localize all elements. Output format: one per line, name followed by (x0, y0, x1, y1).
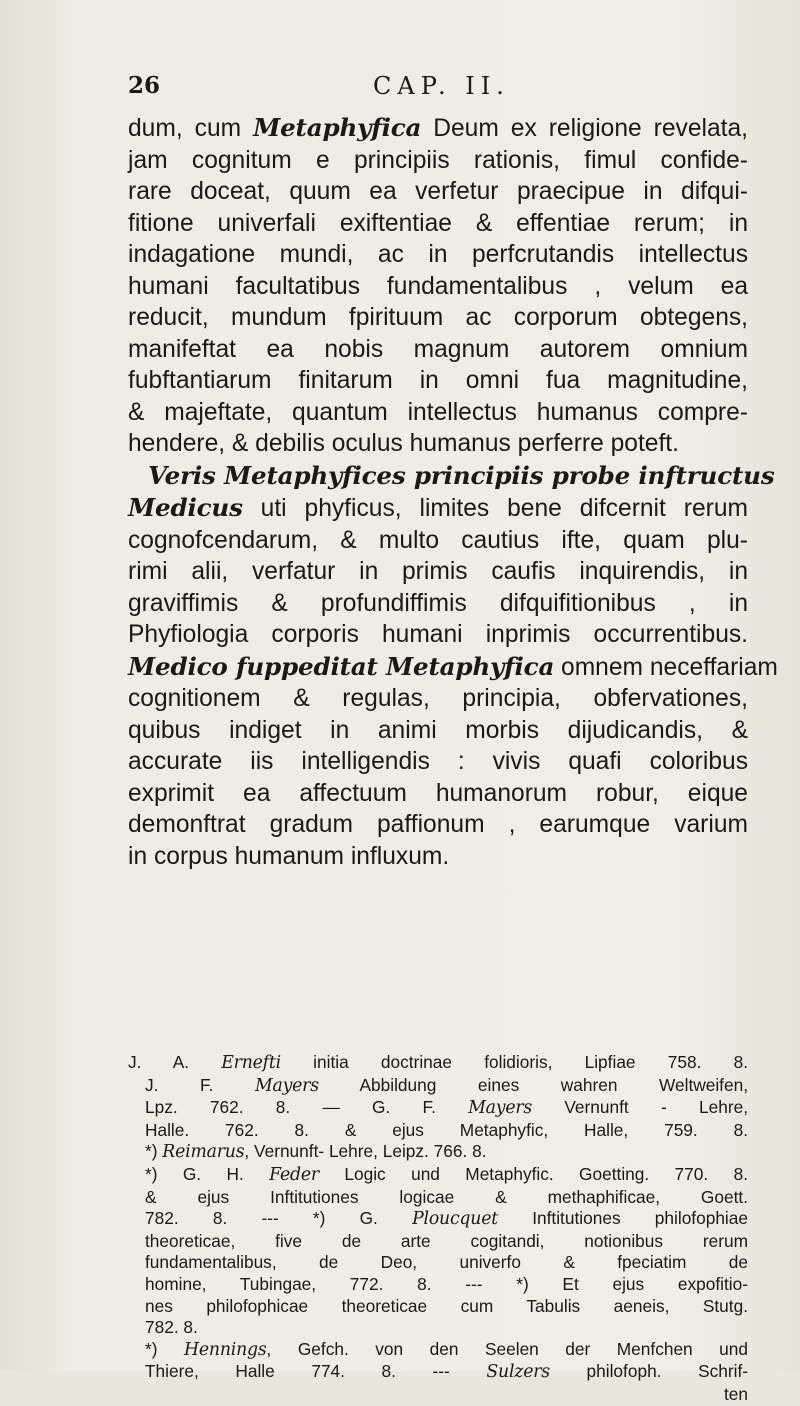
footnote-line (128, 1120, 748, 1142)
text-line (128, 556, 748, 588)
italic-text: Feder (269, 1164, 319, 1185)
text-run: reducit, mundum fpirituum ac corporum obtegens, (128, 304, 748, 331)
text-line (128, 746, 748, 778)
text-line (128, 428, 748, 460)
footnotes (128, 1052, 748, 1406)
text-run: J. A. (128, 1052, 222, 1072)
page-header (128, 72, 710, 106)
text-run: rimi alii, verfatur in primis caufis inquirendis, in (128, 558, 748, 585)
text-line (128, 715, 748, 747)
text-run: hendere, & debilis oculus humanus perferre poteft. (128, 430, 679, 457)
footnote-line (128, 1187, 748, 1209)
text-run: cognofcendarum, & multo cautius ifte, quam plu- (128, 526, 748, 554)
text-run: , Vernunft- Lehre, Leipz. 766. 8. (244, 1141, 487, 1162)
text-line (128, 651, 778, 684)
text-line (128, 145, 748, 177)
italic-text: Mayers (468, 1098, 533, 1119)
text-run: , Gefch. von den Seelen der Menfchen und (266, 1338, 749, 1359)
text-run: *) G. H. (145, 1163, 270, 1184)
text-run: Vernunft - Lehre, (532, 1097, 748, 1118)
text-run: 782. 8. --- *) G. (145, 1208, 413, 1229)
text-line (128, 841, 748, 873)
text-line (128, 619, 748, 651)
text-run: jam cognitum e principiis rationis, fimul confide- (128, 146, 748, 174)
footnote-line (128, 1339, 748, 1362)
text-run: philofoph. Schrif- (549, 1361, 748, 1382)
footnote-line (128, 1384, 748, 1406)
text-line (128, 302, 748, 334)
text-line (128, 460, 775, 493)
text-run: accurate iis intelligendis : vivis quafi coloribus (128, 748, 748, 775)
text-line (128, 683, 748, 715)
text-line (128, 334, 748, 366)
text-run: uti phyficus, limites bene difcernit rerum (242, 495, 748, 522)
text-line (128, 492, 748, 525)
text-line (128, 112, 748, 145)
text-line (128, 239, 748, 271)
italic-text: Medico fuppeditat Metaphyfica (128, 651, 555, 681)
body-text (128, 112, 778, 872)
footnote-line (128, 1361, 748, 1384)
text-run: humani facultatibus fundamentalibus , velum ea (128, 272, 748, 300)
text-run: & ejus Inftitutiones logicae & methaphificae, Goett. (145, 1186, 748, 1207)
running-head: CAP. II. (373, 72, 510, 100)
text-run: cognitionem & regulas, principia, obfervationes, (128, 685, 748, 712)
text-line (128, 208, 748, 240)
text-run: exprimit ea affectuum humanorum robur, eique (128, 779, 748, 807)
text-line (128, 176, 748, 208)
text-run: initia doctrinae folidioris, Lipfiae 758. 8. (280, 1052, 749, 1072)
text-run: omnem neceffariam (554, 653, 778, 681)
text-run: quibus indiget in animi morbis dijudicandis, & (128, 716, 748, 744)
footnote-line (128, 1317, 748, 1339)
text-line (128, 365, 748, 397)
text-run: Phyfiologia corporis humani inprimis occurrentibus. (128, 621, 748, 648)
text-run: J. F. (145, 1074, 255, 1095)
italic-text: Medicus (128, 493, 243, 522)
footnote-line (128, 1097, 748, 1120)
text-line (128, 778, 748, 810)
text-run: fundamentalibus, de Deo, univerfo & fpeciatim de (145, 1252, 748, 1273)
text-run: rare doceat, quum ea verfetur praecipue in difqui- (128, 178, 748, 205)
text-run: Logic und Metaphyfic. Goetting. 770. 8. (319, 1163, 748, 1184)
footnote-line (128, 1075, 748, 1098)
text-run: homine, Tubingae, 772. 8. --- *) Et ejus expofitio- (145, 1273, 748, 1294)
footnote-line (128, 1208, 748, 1231)
italic-text: Metaphyfica (253, 113, 422, 142)
footnote-line (128, 1296, 748, 1318)
text-run: indagatione mundi, ac in perfcrutandis intellectus (128, 241, 748, 268)
footnote-line (128, 1231, 748, 1253)
footnote-line (128, 1252, 748, 1274)
text-run: nes philofophicae theoreticae cum Tabulis aeneis, Stutg. (145, 1295, 748, 1316)
text-run: theoreticae, five de arte cogitandi, notionibus rerum (145, 1230, 748, 1251)
page-number: 26 (128, 72, 161, 99)
text-run: fubftantiarum finitarum in omni fua magnitudine, (128, 367, 748, 394)
footnote-line (128, 1141, 748, 1164)
text-run: Lpz. 762. 8. — G. F. (145, 1097, 469, 1118)
text-run: Inftitutiones philofophiae (498, 1208, 748, 1229)
italic-text: Hennings (184, 1339, 267, 1360)
text-run: Abbildung eines wahren Weltweifen, (318, 1074, 748, 1095)
text-run: demonftrat gradum paffionum , earumque varium (128, 811, 748, 838)
text-run: *) (145, 1338, 184, 1359)
footnote-line (128, 1052, 748, 1075)
text-line (128, 525, 748, 557)
text-run: 782. 8. (145, 1317, 198, 1338)
text-line (128, 397, 748, 429)
italic-text: Ploucquet (412, 1209, 498, 1230)
text-line (128, 809, 748, 841)
text-run: in corpus humanum influxum. (128, 842, 450, 870)
italic-text: Ernefti (221, 1053, 281, 1073)
italic-text: Reimarus (162, 1142, 245, 1163)
italic-text: Veris Metaphyfices principiis probe inftructus (148, 460, 775, 490)
text-line (128, 588, 748, 620)
footnote-line (128, 1164, 748, 1187)
text-line (128, 271, 748, 303)
italic-text: Sulzers (486, 1362, 550, 1383)
italic-text: Mayers (254, 1075, 319, 1096)
text-run: manifeftat ea nobis magnum autorem omnium (128, 335, 748, 363)
text-run: fitione univerfali exiftentiae & effentiae rerum; in (128, 209, 748, 237)
text-run: dum, cum (128, 115, 254, 142)
text-run: Deum ex religione revelata, (421, 115, 748, 142)
text-run: graviffimis & profundiffimis difquifitionibus , in (128, 589, 748, 617)
text-run: ten (723, 1383, 748, 1404)
text-run: Thiere, Halle 774. 8. --- (145, 1361, 487, 1382)
text-run: Halle. 762. 8. & ejus Metaphyfic, Halle, 759. 8. (145, 1119, 748, 1140)
text-run: *) (145, 1141, 163, 1162)
text-run: & majeftate, quantum intellectus humanus compre- (128, 398, 748, 426)
footnote-line (128, 1274, 748, 1296)
